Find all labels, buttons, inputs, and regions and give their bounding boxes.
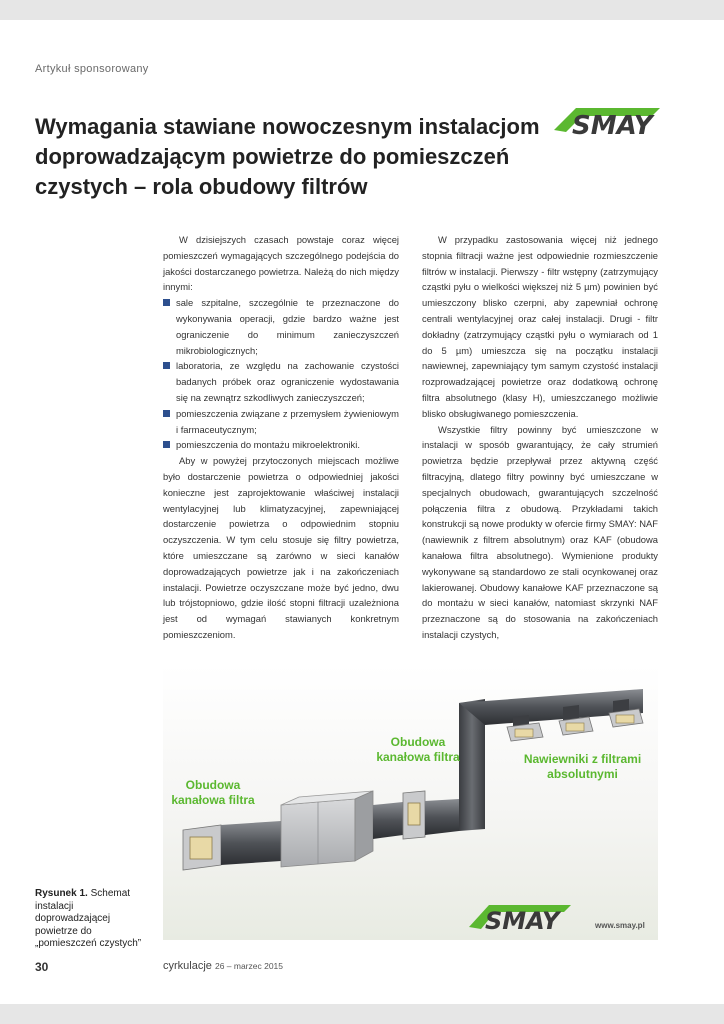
bullet-square-icon <box>163 441 170 448</box>
article-page <box>0 20 724 1004</box>
right-column <box>422 232 658 643</box>
air-handling-unit <box>281 791 373 867</box>
hepa-diffuser-1 <box>507 723 543 741</box>
label-hepa-diffusers: Nawiewniki z filtrami absolutnymi <box>523 752 642 781</box>
label-duct-filter-housing-left: Obudowa kanałowa filtra <box>171 778 255 807</box>
body-paragraph: Wszystkie filtry powinny być umieszczone w instalacji w sposób gwarantujący, że cały strumień powietrza będzie przepływał przez aktywną część filtracyjną, dlatego filtry powinny być umieszczane w specjalnych obudowach, gwarantujących szczelność połączenia filtra z obudową. Przykładami takich konstrukcji są nowe produkty w ofercie firmy SMAY: NAF (nawiewnik z filtrem absolutnym) oraz KAF (obudowa kanałowa filtra absolutnego). Wymienione produkty wykonywane są standardowo ze stali ocynkowanej oraz lakierowanej. Obudowy kanałowe KAF przeznaczone są do montażu w sieci kanałów, natomiast skrzynki NAF przeznaczone są do stosowania na zakończeniach instalacji czystych, <box>422 423 658 640</box>
left-column <box>163 232 399 643</box>
issue-info: 26 – marzec 2015 <box>214 961 284 971</box>
body-paragraph: Aby w powyżej przytoczonych miejscach możliwe było dostarczenie powietrza o odpowiedniej jakości konieczne jest zaprojektowanie właściwej instalacji wentylacyjnej lub klimatyzacyjnej, zapewniającej dostarczenie powietrza o odpowiednim stopniu oczyszczenia. W tym celu stosuje się filtry powietrza, które umieszczane są zarówno w sieci kanałów doprowadzających powietrze jak i na zakończeniach instalacji. Powietrze oczyszczane może być jedno, dwu lub trójstopniowo, gdzie ilość stopni filtracji uzależniona jest od wymagań stawianych konkretnym pomieszczeniom. <box>163 455 399 640</box>
page-number: 30 <box>35 960 49 974</box>
installation-diagram <box>163 665 658 940</box>
center-filter-housing <box>403 791 425 839</box>
list-item: laboratoria, ze względu na zachowanie czystości badanych próbek oraz ograniczenie wydostawania się na zewnątrz szkodliwych zanieczyszczeń; <box>163 358 399 405</box>
magazine-footer <box>163 960 283 972</box>
svg-text:SMAY: SMAY <box>485 907 560 935</box>
list-item: sale szpitalne, szczególnie te przeznaczone do wykonywania operacji, gdzie bardzo ważne jest ograniczenie do minimum zanieczyszczeń mikrobiologicznych; <box>163 295 399 358</box>
intro-paragraph: W dzisiejszych czasach powstaje coraz więcej pomieszczeń wymagających szczególnego podejścia do jakości dostarczanego powietrza. Należą do nich między innymi: <box>163 234 399 293</box>
smay-logo <box>552 100 664 140</box>
bullet-square-icon <box>163 299 170 306</box>
magazine-name: cyrkulacje <box>163 960 212 972</box>
bullet-square-icon <box>163 362 170 369</box>
list-item: pomieszczenia związane z przemysłem żywieniowym i farmaceutycznym; <box>163 406 399 438</box>
figure-caption <box>35 888 147 951</box>
caption-text: Schemat instalacji doprowadzającej powietrze do „pomieszczeń czystych” <box>35 888 142 949</box>
figure-url: www.smay.pl <box>595 921 645 930</box>
body-paragraph: W przypadku zastosowania więcej niż jednego stopnia filtracji ważne jest odpowiednie rozmieszczenie filtrów w instalacji. Pierwszy - filtr wstępny (zatrzymujący cząstki pyłu o wielkości większej niż 5 µm) powinien być umieszczony blisko czerpni, aby zapewniał ochronę centrali wentylacyjnej oraz całej instalacji. Drugi - filtr dokładny (zatrzymujący cząstki pyłu o wymiarach od 1 do 5 µm) umieszcza się na początku instalacji nawiewnej, zapewniający tym samym czystość instalacji rozprowadzającej powietrze oraz dodatkową ochronę filtra absolutnego (klasy H), umieszczanego możliwie blisko obsługiwanego pomieszczenia. <box>422 234 658 419</box>
sponsored-label: Artykuł sponsorowany <box>35 63 149 75</box>
article-title: Wymagania stawiane nowoczesnym instalacjom doprowadzającym powietrze do pomieszczeń czystych – rola obudowy filtrów <box>35 114 540 199</box>
label-duct-filter-housing-center: Obudowa kanałowa filtra <box>376 735 460 764</box>
logo-text: SMAY <box>572 111 653 140</box>
room-list <box>163 295 399 453</box>
left-filter-housing <box>183 825 221 870</box>
caption-label: Rysunek 1. <box>35 888 88 899</box>
bullet-square-icon <box>163 410 170 417</box>
figure-smay-logo <box>469 905 571 935</box>
list-item: pomieszczenia do montażu mikroelektroniki. <box>163 437 399 453</box>
